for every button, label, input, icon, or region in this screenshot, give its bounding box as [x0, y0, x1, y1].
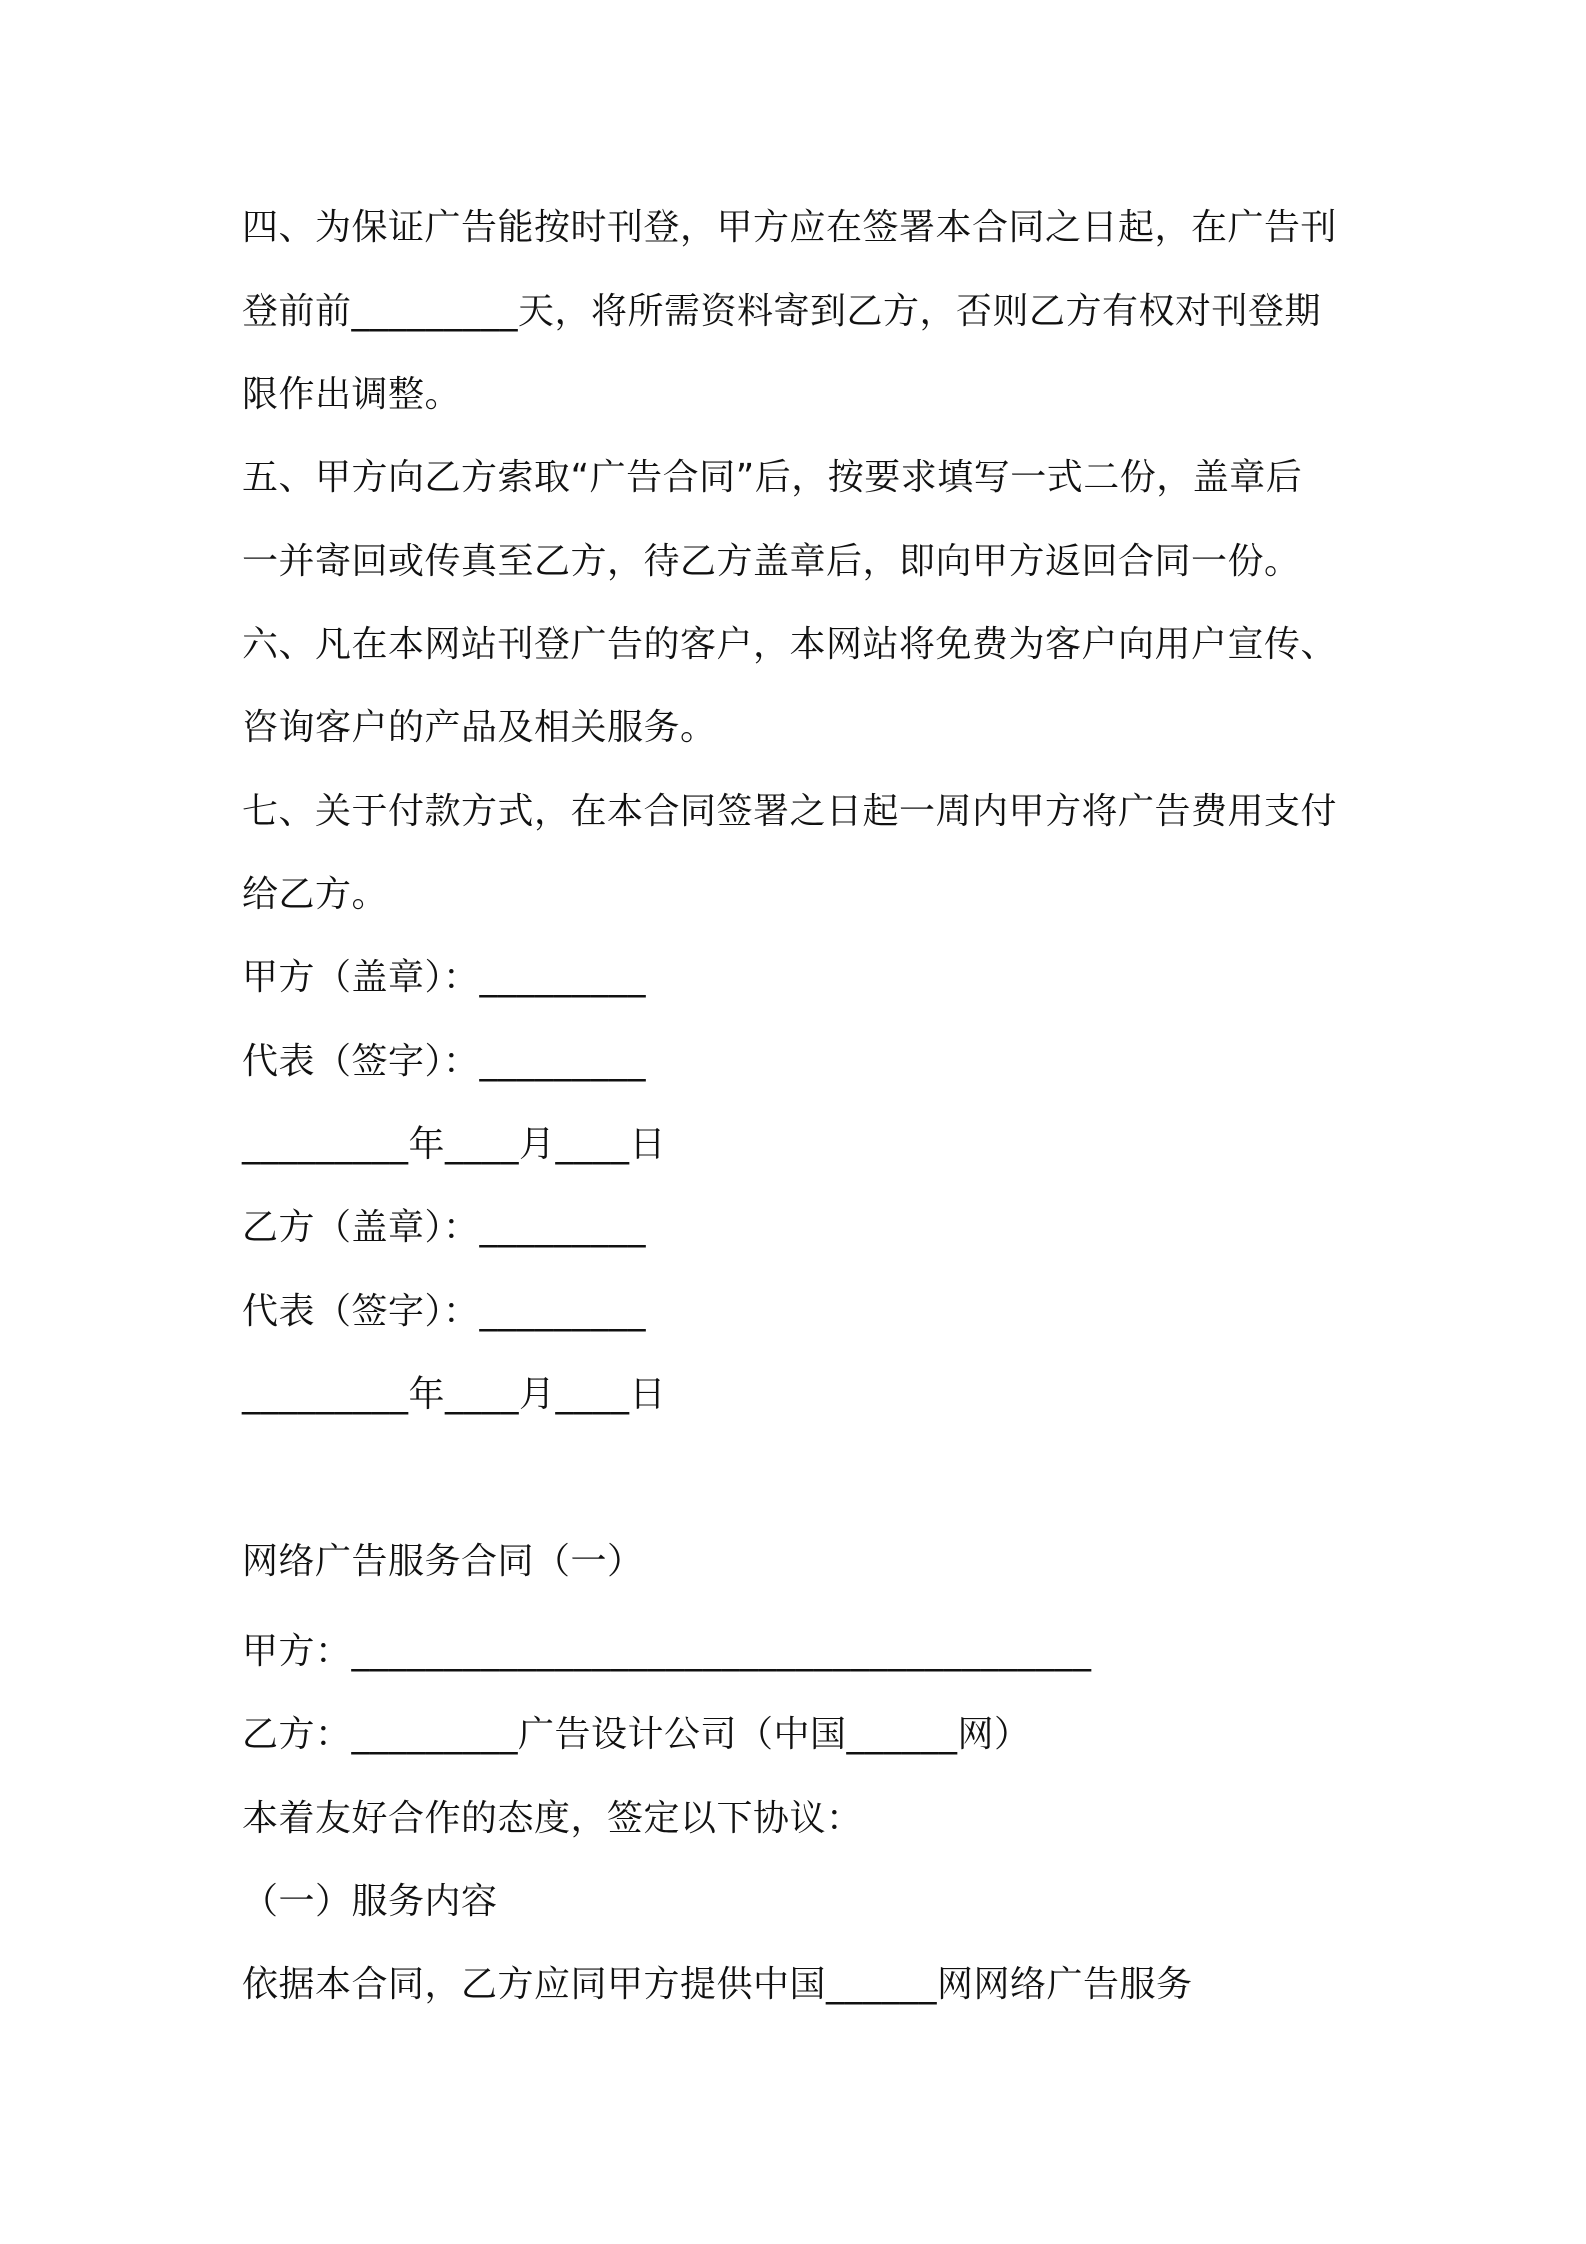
- section-1-heading: （一）服务内容: [242, 1881, 498, 1922]
- clause-5-line-2: 一并寄回或传真至乙方，待乙方盖章后，即向甲方返回合同一份。: [242, 541, 1301, 582]
- clause-7-line-2: 给乙方。: [242, 874, 389, 915]
- party-b-representative-line: 代表（签字）：_________: [242, 1291, 647, 1332]
- clause-6-line-1: 六、凡在本网站刊登广告的客户，本网站将免费为客户向用户宣传、: [242, 624, 1338, 665]
- party-b-date-line: _________年____月____日: [242, 1374, 666, 1415]
- contract-party-a: 甲方：________________________________________: [242, 1631, 1092, 1672]
- party-a-date-line: _________年____月____日: [242, 1124, 666, 1165]
- contract-intro: 本着友好合作的态度，签定以下协议：: [242, 1798, 863, 1839]
- clause-7-line-1: 七、关于付款方式，在本合同签署之日起一周内甲方将广告费用支付: [242, 791, 1338, 832]
- clause-4-line-3: 限作出调整。: [242, 374, 462, 415]
- contract-title: 网络广告服务合同（一）: [242, 1541, 644, 1582]
- clause-4-line-2: 登前前_________天，将所需资料寄到乙方，否则乙方有权对刊登期: [242, 291, 1322, 332]
- party-a-seal-line: 甲方（盖章）：_________: [242, 957, 647, 998]
- clause-4-line-1: 四、为保证广告能按时刊登，甲方应在签署本合同之日起，在广告刊: [242, 207, 1338, 248]
- party-a-representative-line: 代表（签字）：_________: [242, 1041, 647, 1082]
- contract-party-b: 乙方：_________广告设计公司（中国______网）: [242, 1714, 1031, 1755]
- clause-6-line-2: 咨询客户的产品及相关服务。: [242, 707, 717, 748]
- party-b-seal-line: 乙方（盖章）：_________: [242, 1207, 647, 1248]
- clause-5-line-1: 五、甲方向乙方索取“广告合同”后，按要求填写一式二份，盖章后: [242, 457, 1303, 498]
- section-1-text: 依据本合同，乙方应同甲方提供中国______网网络广告服务: [242, 1964, 1193, 2005]
